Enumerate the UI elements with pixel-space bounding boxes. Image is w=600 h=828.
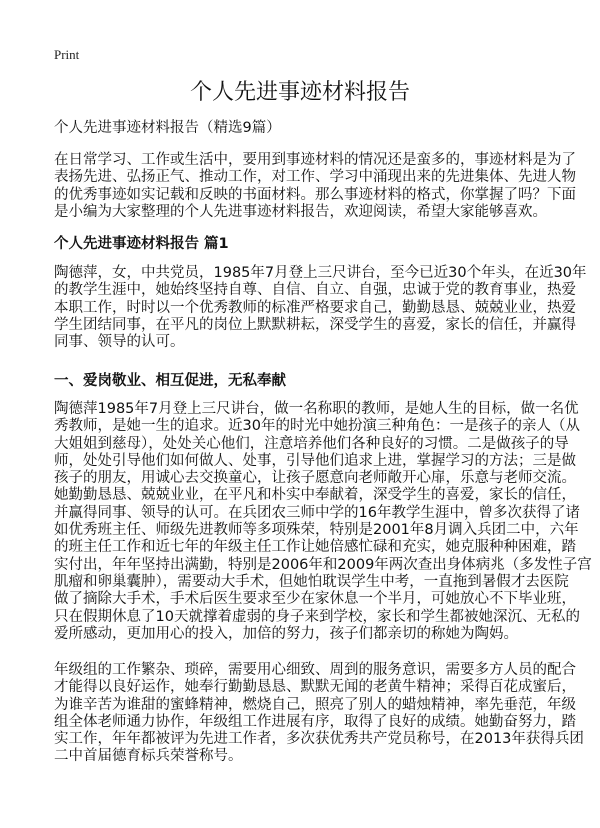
text-line: 如优秀班主任、师级先进教师等多项殊荣，特别是2001年8月调入兵团二中，六年 [54,522,579,539]
text-line: 年级组的工作繁杂、琐碎，需要用心细致、周到的服务意识，需要多方人员的配合 [54,662,576,678]
text-line: 本职工作，时时以一个优秀教师的标准严格要求自己，勤勤恳恳、兢兢业业，热爱 [54,299,576,316]
paragraph-2 [54,401,592,643]
text-line: 表扬先进、弘扬正气、推动工作，对工作、学习中涌现出来的先进集体、先进人物 [54,169,576,186]
text-line: 她勤勤恳恳、兢兢业业，在平凡和朴实中奉献着，深受学生的喜爱，家长的信任， [54,487,576,504]
text-line: 的教学生涯中，她始终坚持自尊、自信、自立、自强，忠诚于党的教育事业，热爱 [54,282,576,299]
subheading: 一、爱岗敬业、相互促进，无私奉献 [54,373,286,389]
paragraph-1 [54,265,587,351]
text-line: 只在假期休息了10天就撑着虚弱的身子来到学校，家长和学生都被她深沉、无私的 [54,608,580,625]
text-line: 并赢得同事、领导的认可。在兵团农三师中学的16年教学生涯中，曾多次获得了诸 [54,504,580,521]
text-line: 陶德萍1985年7月登上三尺讲台，做一名称职的教师，是她人生的目标，做一名优 [54,401,579,417]
text-line: 秀教师，是她一生的追求。近30年的时光中她扮演三种角色：一是孩子的亲人（从 [54,418,580,435]
text-line: 的优秀事迹如实记载和反映的书面材料。那么事迹材料的格式，你掌握了吗？下面 [54,186,576,203]
text-line: 二中首届德育标兵荣誉称号。 [54,748,243,765]
print-link[interactable]: Print [54,47,80,62]
text-line: 陶德萍，女，中共党员，1985年7月登上三尺讲台，至今已近30个年头，在近30年 [54,265,587,281]
text-line: 孩子的朋友，用诚心去交换童心，让孩子愿意向老师敞开心扉，乐意与老师交流。 [54,470,576,487]
text-line: 爱所感动，更加用心的投入，加倍的努力，孩子们都亲切的称她为陶妈。 [54,625,518,642]
text-line: 才能得以良好运作，她奉行勤勤恳恳、默默无闻的老黄牛精神；采得百花成蜜后， [54,679,576,696]
text-line: 在日常学习、工作或生活中，要用到事迹材料的情况还是蛮多的，事迹材料是为了 [54,152,576,168]
text-line: 实工作，年年都被评为先进工作者，多次获优秀共产党员称号，在2013年获得兵团 [54,731,584,748]
text-line: 是小编为大家整理的个人先进事迹材料报告，欢迎阅读，希望大家能够喜欢。 [54,203,547,220]
text-line: 大姐姐到慈母），处处关心他们，注意培养他们各种良好的习惯。二是做孩子的导 [54,435,569,452]
text-line: 肌瘤和卵巢囊肿），需要动大手术，但她怕耽误学生中考，一直拖到暑假才去医院 [54,573,569,590]
text-line: 学生团结同事，在平凡的岗位上默默耕耘，深受学生的喜爱，家长的信任，并赢得 [54,316,576,333]
document-title: 个人先进事迹材料报告 [189,80,410,105]
text-line: 师，处处引导他们如何做人、处事，引导他们追求上进，掌握学习的方法；三是做 [54,452,576,469]
text-line: 实付出，年年坚持出满勤，特别是2006年和2009年两次查出身体病兆（多发性子宫 [54,556,592,573]
text-line: 做了摘除大手术，手术后医生要求至少在家休息一个半月，可她放心不下毕业班， [54,591,576,608]
section-heading: 个人先进事迹材料报告 篇1 [54,236,229,252]
text-line: 同事、领导的认可。 [54,334,185,351]
text-line: 组全体老师通力协作，年级组工作进展有序，取得了良好的成绩。她勤奋努力，踏 [54,713,576,730]
paragraph-3 [54,662,584,766]
intro-paragraph [54,152,576,221]
text-line: 的班主任工作和近七年的年级主任工作让她倍感忙碌和充实，她克服种种困难，踏 [54,539,576,556]
document-subtitle: 个人先进事迹材料报告（精选9篇） [54,120,281,136]
text-line: 为谁辛苦为谁甜的蜜蜂精神，燃烧自己，照亮了别人的蜡烛精神，率先垂范，年级 [54,696,576,713]
